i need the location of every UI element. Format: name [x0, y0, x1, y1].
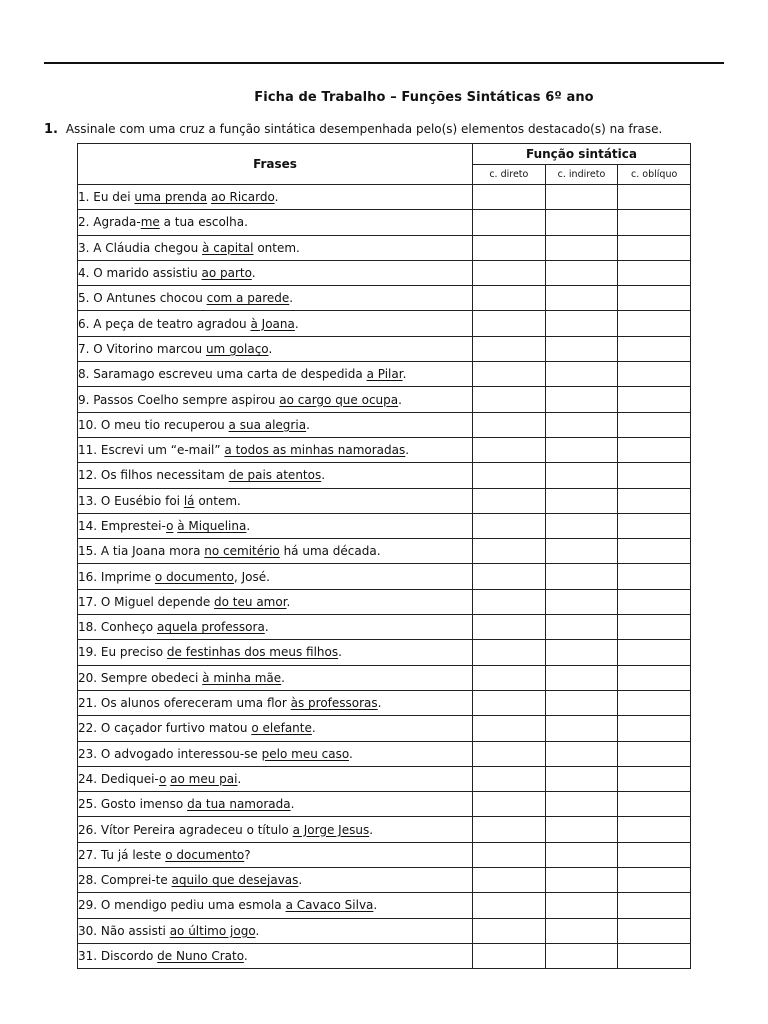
sentence-text: 5. O Antunes chocou — [78, 291, 207, 306]
sentence-text: 23. O advogado interessou-se — [78, 746, 262, 761]
answer-cell-c-indireto[interactable] — [545, 640, 618, 665]
sentence-text: . — [281, 670, 285, 685]
table-row — [78, 868, 691, 893]
highlighted-element: aquela professora — [156, 620, 265, 635]
answer-cell-c-direto[interactable] — [473, 488, 546, 513]
table-row — [78, 185, 691, 210]
answer-cell-c-obliquo[interactable] — [618, 513, 691, 538]
sentence-text: 1. Eu dei — [78, 190, 135, 205]
table-row — [78, 741, 691, 766]
answer-cell-c-direto[interactable] — [473, 817, 546, 842]
exercise-table — [77, 143, 691, 969]
table-row — [78, 766, 691, 791]
table-row — [78, 488, 691, 513]
answer-cell-c-indireto[interactable] — [545, 817, 618, 842]
table-row — [78, 893, 691, 918]
sentence-cell — [78, 918, 473, 943]
answer-cell-c-direto[interactable] — [473, 539, 546, 564]
answer-cell-c-obliquo[interactable] — [618, 260, 691, 285]
top-rule — [44, 62, 724, 64]
sentence-text: 8. Saramago escreveu uma carta de despedida — [78, 367, 367, 382]
highlighted-element: à minha mãe — [202, 670, 282, 685]
sentence-text: 3. A Cláudia chegou — [78, 240, 203, 255]
answer-cell-c-indireto[interactable] — [545, 564, 618, 589]
highlighted-element: às professoras — [290, 696, 378, 711]
answer-cell-c-direto[interactable] — [473, 766, 546, 791]
answer-cell-c-obliquo[interactable] — [618, 690, 691, 715]
sentence-cell — [78, 210, 473, 235]
answer-cell-c-obliquo[interactable] — [618, 539, 691, 564]
column-header-c-direto: c. direto — [473, 165, 546, 185]
answer-cell-c-direto[interactable] — [473, 311, 546, 336]
answer-cell-c-indireto[interactable] — [545, 513, 618, 538]
answer-cell-c-obliquo[interactable] — [618, 412, 691, 437]
sentence-text: 21. Os alunos ofereceram uma flor — [78, 696, 291, 711]
answer-cell-c-indireto[interactable] — [545, 488, 618, 513]
answer-cell-c-direto[interactable] — [473, 943, 546, 968]
answer-cell-c-obliquo[interactable] — [618, 463, 691, 488]
sentence-text: 25. Gosto imenso — [78, 797, 188, 812]
sentence-cell — [78, 690, 473, 715]
answer-cell-c-indireto[interactable] — [545, 210, 618, 235]
sentence-text: 11. Escrevi um “e-mail” — [78, 443, 225, 458]
answer-cell-c-obliquo[interactable] — [618, 615, 691, 640]
sentence-text: . — [255, 923, 260, 938]
sentence-text: há uma década. — [279, 544, 381, 559]
page-title: Ficha de Trabalho – Funções Sintáticas 6º ano — [254, 90, 594, 105]
table-row — [78, 564, 691, 589]
sentence-text: ? — [244, 847, 251, 862]
sentence-text: 9. Passos Coelho sempre aspirou — [78, 392, 280, 407]
highlighted-element: o elefante — [251, 721, 312, 736]
table-row — [78, 463, 691, 488]
highlighted-element: me — [140, 215, 160, 230]
answer-cell-c-indireto[interactable] — [545, 362, 618, 387]
sentence-text: . — [398, 392, 402, 407]
highlighted-element: ao parto — [201, 266, 252, 281]
highlighted-element: a Jorge Jesus — [292, 822, 370, 837]
sentence-text: . — [251, 266, 256, 281]
highlighted-element: a todos as minhas namoradas — [224, 443, 406, 458]
highlighted-element: à Miquelina — [177, 519, 247, 533]
sentence-cell — [78, 893, 473, 918]
answer-cell-c-obliquo[interactable] — [618, 741, 691, 766]
sentence-text: . — [290, 797, 295, 812]
sentence-text: 19. Eu preciso — [78, 645, 167, 660]
highlighted-element: do teu amor — [214, 594, 287, 609]
table-row — [78, 817, 691, 842]
table-row — [78, 210, 691, 235]
highlighted-element: de Nuno Crato — [157, 949, 244, 964]
highlighted-element: a Cavaco Silva — [285, 898, 374, 913]
answer-cell-c-direto[interactable] — [473, 918, 546, 943]
sentence-cell — [78, 615, 473, 640]
answer-cell-c-indireto[interactable] — [545, 260, 618, 285]
highlighted-element: à capital — [202, 240, 254, 255]
sentence-cell — [78, 336, 473, 361]
answer-cell-c-obliquo[interactable] — [618, 311, 691, 336]
answer-cell-c-obliquo[interactable] — [618, 943, 691, 968]
answer-cell-c-indireto[interactable] — [545, 286, 618, 311]
highlighted-element: aquilo que desejavas — [171, 873, 299, 888]
highlighted-element: pelo meu caso — [261, 746, 349, 761]
answer-cell-c-direto[interactable] — [473, 893, 546, 918]
answer-cell-c-obliquo[interactable] — [618, 792, 691, 817]
sentence-cell — [78, 589, 473, 614]
highlighted-element: da tua namorada — [187, 797, 291, 812]
answer-cell-c-direto[interactable] — [473, 716, 546, 741]
sentence-text: 7. O Vitorino marcou — [78, 341, 206, 356]
table-row — [78, 792, 691, 817]
answer-cell-c-direto[interactable] — [473, 260, 546, 285]
highlighted-element: ao cargo que ocupa — [279, 392, 399, 407]
sentence-text: ontem. — [194, 493, 241, 508]
answer-cell-c-indireto[interactable] — [545, 235, 618, 260]
answer-cell-c-indireto[interactable] — [545, 842, 618, 867]
answer-cell-c-obliquo[interactable] — [618, 437, 691, 462]
answer-cell-c-indireto[interactable] — [545, 463, 618, 488]
sentence-text: . — [243, 949, 248, 964]
sentence-cell — [78, 235, 473, 260]
sentence-text: 15. A tia Joana mora — [78, 544, 205, 559]
answer-cell-c-direto[interactable] — [473, 185, 546, 210]
sentence-text: . — [294, 316, 299, 331]
highlighted-element: ao meu pai — [170, 771, 238, 786]
answer-cell-c-obliquo[interactable] — [618, 665, 691, 690]
highlighted-element: com a parede — [206, 291, 290, 306]
sentence-text: . — [298, 873, 303, 888]
table-row — [78, 842, 691, 867]
table-row — [78, 690, 691, 715]
column-header-c-obliquo: c. oblíquo — [618, 165, 691, 185]
answer-cell-c-obliquo[interactable] — [618, 640, 691, 665]
sentence-cell — [78, 766, 473, 791]
sentence-cell — [78, 817, 473, 842]
answer-cell-c-obliquo[interactable] — [618, 488, 691, 513]
answer-cell-c-obliquo[interactable] — [618, 564, 691, 589]
table-row — [78, 260, 691, 285]
sentence-text: 18. Conheço — [78, 620, 157, 635]
question-number: 1. — [44, 122, 58, 137]
answer-cell-c-obliquo[interactable] — [618, 817, 691, 842]
sentence-cell — [78, 539, 473, 564]
answer-cell-c-indireto[interactable] — [545, 412, 618, 437]
table-row — [78, 437, 691, 462]
sentence-text: . — [286, 594, 291, 609]
sentence-text: . — [289, 291, 294, 306]
sentence-cell — [78, 437, 473, 462]
highlighted-element: a Pilar — [366, 367, 403, 382]
highlighted-element: ao último jogo — [169, 923, 256, 938]
sentence-text: 27. Tu já leste — [78, 847, 166, 862]
sentence-cell — [78, 185, 473, 210]
answer-cell-c-indireto[interactable] — [545, 437, 618, 462]
sentence-text: 26. Vítor Pereira agradeceu o título — [78, 822, 293, 837]
sentence-text: a tua escolha. — [159, 215, 248, 230]
answer-cell-c-direto[interactable] — [473, 640, 546, 665]
sentence-text: . — [311, 721, 316, 736]
answer-cell-c-direto[interactable] — [473, 564, 546, 589]
answer-cell-c-direto[interactable] — [473, 463, 546, 488]
highlighted-element: um golaço — [205, 341, 269, 356]
answer-cell-c-direto[interactable] — [473, 513, 546, 538]
highlighted-element: o — [166, 519, 174, 533]
answer-cell-c-indireto[interactable] — [545, 665, 618, 690]
answer-cell-c-obliquo[interactable] — [618, 918, 691, 943]
answer-cell-c-indireto[interactable] — [545, 387, 618, 412]
answer-cell-c-direto[interactable] — [473, 210, 546, 235]
sentence-cell — [78, 260, 473, 285]
highlighted-element: ao Ricardo — [210, 190, 275, 205]
sentence-text: . — [405, 443, 410, 458]
table-row — [78, 387, 691, 412]
table-row — [78, 589, 691, 614]
sentence-cell — [78, 286, 473, 311]
sentence-cell — [78, 387, 473, 412]
answer-cell-c-direto[interactable] — [473, 842, 546, 867]
table-row — [78, 286, 691, 311]
sentence-text: . — [321, 468, 326, 483]
table-row — [78, 362, 691, 387]
answer-cell-c-indireto[interactable] — [545, 943, 618, 968]
sentence-text: 10. O meu tio recuperou — [78, 417, 229, 432]
sentence-text: . — [377, 696, 382, 711]
sentence-text: . — [264, 620, 269, 635]
answer-cell-c-direto[interactable] — [473, 336, 546, 361]
answer-cell-c-direto[interactable] — [473, 286, 546, 311]
sentence-text: 31. Discordo — [78, 949, 158, 964]
answer-cell-c-indireto[interactable] — [545, 311, 618, 336]
sentence-text: 17. O Miguel depende — [78, 594, 215, 609]
sentence-text: . — [268, 341, 273, 356]
sentence-text: . — [246, 519, 251, 533]
question-1 — [44, 122, 662, 137]
answer-cell-c-indireto[interactable] — [545, 185, 618, 210]
sentence-cell — [78, 463, 473, 488]
answer-cell-c-obliquo[interactable] — [618, 235, 691, 260]
sentence-cell — [78, 792, 473, 817]
sentence-cell — [78, 842, 473, 867]
table-row — [78, 311, 691, 336]
sentence-text: , José. — [233, 569, 270, 584]
sentence-text: 12. Os filhos necessitam — [78, 468, 229, 483]
column-header-frases: Frases — [78, 144, 473, 185]
sentence-cell — [78, 362, 473, 387]
sentence-cell — [78, 665, 473, 690]
sentence-cell — [78, 741, 473, 766]
answer-cell-c-indireto[interactable] — [545, 893, 618, 918]
sentence-text: 13. O Eusébio foi — [78, 493, 184, 508]
answer-cell-c-obliquo[interactable] — [618, 766, 691, 791]
answer-cell-c-direto[interactable] — [473, 412, 546, 437]
answer-cell-c-obliquo[interactable] — [618, 286, 691, 311]
sentence-text: . — [373, 898, 378, 913]
answer-cell-c-obliquo[interactable] — [618, 336, 691, 361]
answer-cell-c-indireto[interactable] — [545, 589, 618, 614]
sentence-text: 28. Comprei-te — [78, 873, 172, 888]
answer-cell-c-direto[interactable] — [473, 741, 546, 766]
sentence-cell — [78, 311, 473, 336]
sentence-text: . — [348, 746, 353, 761]
table-row — [78, 336, 691, 361]
table-row — [78, 665, 691, 690]
answer-cell-c-direto[interactable] — [473, 792, 546, 817]
answer-cell-c-obliquo[interactable] — [618, 210, 691, 235]
answer-cell-c-obliquo[interactable] — [618, 893, 691, 918]
table-row — [78, 640, 691, 665]
answer-cell-c-direto[interactable] — [473, 615, 546, 640]
highlighted-element: a sua alegria — [228, 417, 307, 432]
sentence-text: . — [338, 645, 342, 660]
answer-cell-c-direto[interactable] — [473, 235, 546, 260]
highlighted-element: de festinhas dos meus filhos — [166, 645, 339, 660]
sentence-text: 14. Emprestei- — [78, 519, 167, 533]
answer-cell-c-obliquo[interactable] — [618, 842, 691, 867]
table-row — [78, 539, 691, 564]
sentence-text: 16. Imprime — [78, 569, 155, 584]
answer-cell-c-indireto[interactable] — [545, 716, 618, 741]
sentence-cell — [78, 488, 473, 513]
sentence-text: . — [369, 822, 374, 837]
table-row — [78, 235, 691, 260]
sentence-text: ontem. — [253, 240, 300, 255]
highlighted-element: à Joana — [250, 316, 295, 331]
answer-cell-c-indireto[interactable] — [545, 792, 618, 817]
sentence-cell — [78, 943, 473, 968]
answer-cell-c-obliquo[interactable] — [618, 868, 691, 893]
sentence-cell — [78, 412, 473, 437]
table-row — [78, 716, 691, 741]
highlighted-element: lá — [183, 493, 195, 508]
sentence-text: . — [237, 771, 242, 786]
sentence-text: . — [402, 367, 407, 382]
table-row — [78, 412, 691, 437]
answer-cell-c-direto[interactable] — [473, 868, 546, 893]
answer-cell-c-direto[interactable] — [473, 437, 546, 462]
highlighted-element: no cemitério — [204, 544, 280, 559]
answer-cell-c-obliquo[interactable] — [618, 362, 691, 387]
table-row — [78, 513, 691, 538]
sentence-text: 30. Não assisti — [78, 923, 170, 938]
answer-cell-c-indireto[interactable] — [545, 336, 618, 361]
column-header-funcao: Função sintática — [473, 144, 691, 165]
answer-cell-c-indireto[interactable] — [545, 539, 618, 564]
sentence-text: 6. A peça de teatro agradou — [78, 316, 251, 331]
sentence-text: 24. Dediquei- — [78, 771, 159, 786]
answer-cell-c-direto[interactable] — [473, 690, 546, 715]
sentence-text: 29. O mendigo pediu uma esmola — [78, 898, 286, 913]
highlighted-element: uma prenda — [134, 190, 208, 205]
question-text: Assinale com uma cruz a função sintática desempenhada pelo(s) elementos destacado(s) na frase. — [65, 122, 663, 136]
answer-cell-c-indireto[interactable] — [545, 690, 618, 715]
answer-cell-c-direto[interactable] — [473, 362, 546, 387]
sentence-cell — [78, 716, 473, 741]
table-body — [78, 185, 691, 969]
table-row — [78, 918, 691, 943]
sentence-text: 2. Agrada- — [78, 215, 141, 230]
answer-cell-c-indireto[interactable] — [545, 615, 618, 640]
sentence-text: 4. O marido assistiu — [78, 266, 202, 281]
sentence-text: . — [274, 190, 279, 205]
column-header-c-indireto: c. indireto — [545, 165, 618, 185]
table-row — [78, 615, 691, 640]
answer-cell-c-direto[interactable] — [473, 387, 546, 412]
answer-cell-c-indireto[interactable] — [545, 868, 618, 893]
answer-cell-c-indireto[interactable] — [545, 766, 618, 791]
sentence-cell — [78, 640, 473, 665]
sentence-cell — [78, 868, 473, 893]
answer-cell-c-obliquo[interactable] — [618, 716, 691, 741]
sentence-text: 20. Sempre obedeci — [78, 670, 203, 685]
highlighted-element: de pais atentos — [228, 468, 322, 483]
answer-cell-c-direto[interactable] — [473, 665, 546, 690]
sentence-text: . — [306, 417, 310, 432]
sentence-cell — [78, 513, 473, 538]
highlighted-element: o documento — [165, 847, 245, 862]
table-row — [78, 943, 691, 968]
answer-cell-c-indireto[interactable] — [545, 741, 618, 766]
answer-cell-c-direto[interactable] — [473, 589, 546, 614]
highlighted-element: o documento — [154, 569, 234, 584]
answer-cell-c-obliquo[interactable] — [618, 589, 691, 614]
answer-cell-c-indireto[interactable] — [545, 918, 618, 943]
answer-cell-c-obliquo[interactable] — [618, 387, 691, 412]
sentence-cell — [78, 564, 473, 589]
answer-cell-c-obliquo[interactable] — [618, 185, 691, 210]
highlighted-element: o — [158, 771, 167, 786]
sentence-text: 22. O caçador furtivo matou — [78, 721, 252, 736]
